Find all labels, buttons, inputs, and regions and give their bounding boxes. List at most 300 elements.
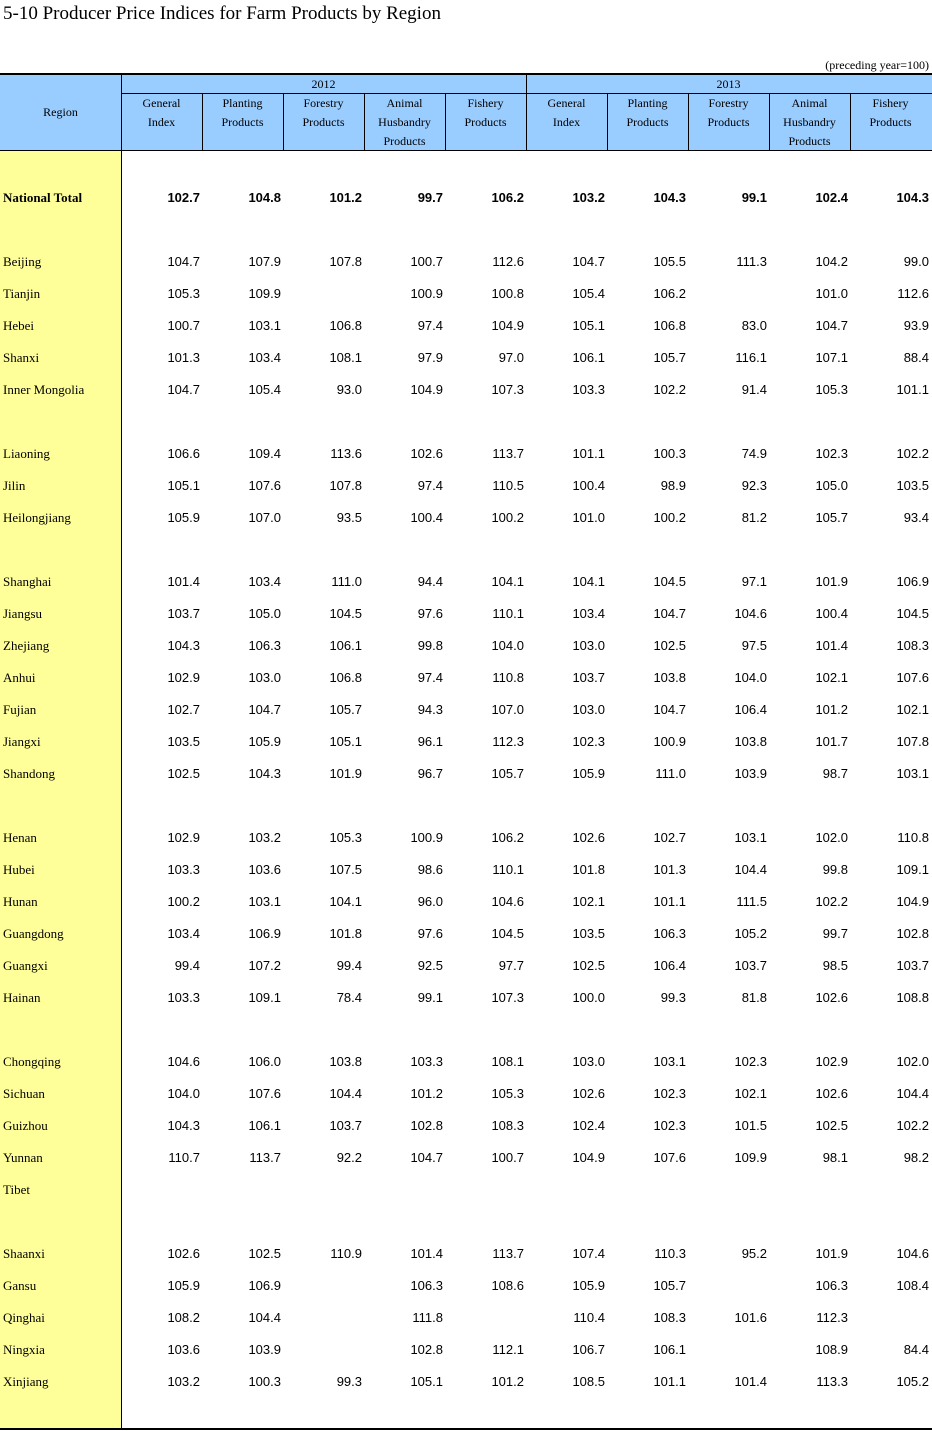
table-cell: 107.8 [896,734,929,749]
row-label: Hunan [3,894,38,909]
table-cell: 105.7 [491,766,524,781]
column-header-line: Products [626,115,669,129]
row-label: Anhui [3,670,36,685]
table-cell: 105.9 [167,1278,200,1293]
table-cell: 105.7 [653,350,686,365]
table-cell: 105.7 [329,702,362,717]
table-cell: 104.5 [329,606,362,621]
row-label: Yunnan [3,1150,43,1165]
table-cell: 110.4 [573,1310,605,1325]
table-cell: 92.5 [417,958,443,973]
table-cell: 108.3 [491,1118,524,1133]
table-cell: 99.4 [336,958,362,973]
table-cell: 112.3 [492,734,524,749]
table-cell: 101.0 [815,286,848,301]
table-cell: 108.2 [167,1310,200,1325]
table-cell: 88.4 [903,350,929,365]
row-label: National Total [3,190,83,205]
table-cell: 100.7 [410,254,443,269]
table-cell: 101.7 [815,734,848,749]
table-cell: 109.9 [734,1150,767,1165]
table-cell: 104.3 [653,190,686,205]
row-label: Hebei [3,318,35,333]
column-header-line: General [547,96,586,110]
table-cell: 108.1 [329,350,362,365]
table-cell: 97.4 [417,318,443,333]
table-cell: 102.6 [572,1086,605,1101]
table-cell: 84.4 [903,1342,929,1357]
table-cell: 112.6 [897,286,929,301]
table-cell: 110.5 [492,478,524,493]
table-cell: 100.9 [410,286,443,301]
table-cell: 106.4 [734,702,767,717]
table-cell: 96.7 [417,766,443,781]
table-cell: 105.5 [653,254,686,269]
table-cell: 113.7 [249,1150,281,1165]
table-cell: 97.0 [498,350,524,365]
table-cell: 100.9 [410,830,443,845]
table-cell: 104.7 [410,1150,443,1165]
table-cell: 103.7 [329,1118,362,1133]
table-cell: 103.8 [653,670,686,685]
table-cell: 100.4 [815,606,848,621]
table-cell: 102.5 [572,958,605,973]
table-cell: 104.7 [653,702,686,717]
row-label: Beijing [3,254,42,269]
table-cell: 98.6 [417,862,443,877]
table-cell: 107.3 [491,382,524,397]
table-cell: 108.4 [896,1278,929,1293]
table-cell: 107.2 [248,958,281,973]
table-cell: 113.3 [816,1374,848,1389]
table-cell: 101.2 [491,1374,524,1389]
table-cell: 102.7 [167,702,200,717]
table-cell: 92.2 [336,1150,362,1165]
table-cell: 104.9 [410,382,443,397]
table-cell: 93.5 [336,510,362,525]
row-label: Qinghai [3,1310,45,1325]
row-label: Henan [3,830,37,845]
table-cell: 105.7 [815,510,848,525]
table-cell: 102.6 [572,830,605,845]
table-cell: 102.3 [572,734,605,749]
table-cell: 99.7 [822,926,848,941]
column-header-line: Animal [386,96,423,110]
table-cell: 97.9 [417,350,443,365]
table-cell: 104.4 [248,1310,281,1325]
table-cell: 103.5 [167,734,200,749]
row-label: Fujian [3,702,37,717]
table-cell: 106.1 [653,1342,686,1357]
table-cell: 98.9 [660,478,686,493]
table-cell: 104.7 [572,254,605,269]
table-cell: 103.8 [734,734,767,749]
table-cell: 101.3 [167,350,200,365]
table-cell: 108.9 [815,1342,848,1357]
table-cell: 101.4 [734,1374,767,1389]
table-cell: 105.1 [572,318,605,333]
table-cell: 109.4 [248,446,281,461]
table-cell: 104.4 [896,1086,929,1101]
column-header [121,94,202,132]
table-cell: 98.5 [822,958,848,973]
table-cell: 107.4 [572,1246,605,1261]
column-header [283,94,364,132]
table-cell: 100.4 [572,478,605,493]
table-title: 5-10 Producer Price Indices for Farm Products by Region [3,3,441,24]
table-cell: 97.4 [417,478,443,493]
table-cell: 101.4 [167,574,200,589]
table-cell: 112.3 [816,1310,848,1325]
table-cell: 101.1 [653,894,686,909]
column-header-line: Husbandry [378,115,431,129]
table-cell: 103.0 [572,638,605,653]
table-cell: 105.0 [248,606,281,621]
region-header: Region [43,105,78,119]
table-cell: 104.9 [572,1150,605,1165]
column-header-line: Planting [222,96,263,110]
table-cell: 104.5 [896,606,929,621]
column-header-line: Index [552,115,581,129]
table-cell: 100.7 [167,318,200,333]
table-cell: 99.7 [417,190,443,205]
table-cell: 102.1 [734,1086,767,1101]
row-label: Tianjin [3,286,41,301]
table-cell: 103.4 [248,574,281,589]
table-cell: 112.6 [492,254,524,269]
table-cell: 104.7 [167,382,200,397]
table-cell: 109.1 [248,990,281,1005]
table-cell: 104.2 [815,254,848,269]
column-header-line: Fishery [467,96,504,110]
table-cell: 105.2 [734,926,767,941]
table-cell: 106.3 [248,638,281,653]
table-cell: 106.4 [653,958,686,973]
table-cell: 110.3 [654,1246,686,1261]
table-cell: 101.4 [815,638,848,653]
table-cell: 99.8 [822,862,848,877]
table-cell: 107.9 [248,254,281,269]
table-cell: 101.2 [410,1086,443,1101]
column-header [688,94,769,132]
table-cell: 104.3 [248,766,281,781]
row-label: Shanghai [3,574,52,589]
row-label: Guangdong [3,926,64,941]
table-cell: 94.4 [417,574,443,589]
region-divider [121,75,122,1428]
column-header [202,94,283,132]
table-cell: 103.1 [734,830,767,845]
table-cell: 102.1 [815,670,848,685]
column-header-line: Products [383,134,426,148]
table-cell: 105.9 [572,766,605,781]
table-cell: 108.6 [491,1278,524,1293]
table-cell: 99.3 [660,990,686,1005]
table-cell: 104.6 [896,1246,929,1261]
table-cell: 103.6 [248,862,281,877]
table-cell: 100.3 [653,446,686,461]
column-header [364,94,445,151]
table-cell: 106.9 [896,574,929,589]
row-label: Ningxia [3,1342,45,1357]
table-cell: 106.3 [410,1278,443,1293]
table-cell: 107.0 [248,510,281,525]
table-cell: 109.1 [896,862,929,877]
table-cell: 103.2 [572,190,605,205]
table-cell: 103.3 [167,990,200,1005]
table-cell: 102.7 [167,190,200,205]
table-cell: 106.2 [653,286,686,301]
table-cell: 110.1 [492,606,524,621]
table-cell: 104.6 [491,894,524,909]
table-cell: 107.6 [248,1086,281,1101]
column-header-line: General [142,96,181,110]
table-cell: 102.8 [410,1342,443,1357]
table-cell: 102.6 [167,1246,200,1261]
table-cell: 101.8 [329,926,362,941]
table-cell: 98.7 [822,766,848,781]
table-cell: 96.0 [417,894,443,909]
table-cell: 110.8 [897,830,929,845]
table-cell: 103.3 [410,1054,443,1069]
table-cell: 104.3 [167,638,200,653]
column-header-line: Products [464,115,507,129]
table-cell: 107.6 [248,478,281,493]
table-cell: 93.0 [336,382,362,397]
table-cell: 101.4 [410,1246,443,1261]
table-cell: 96.1 [417,734,443,749]
table-cell: 103.3 [572,382,605,397]
table-cell: 100.9 [653,734,686,749]
table-cell: 107.8 [329,254,362,269]
table-cell: 99.8 [417,638,443,653]
table-cell: 100.8 [491,286,524,301]
table-cell: 103.7 [734,958,767,973]
table-cell: 108.8 [896,990,929,1005]
table-cell: 102.2 [653,382,686,397]
table-cell: 106.9 [248,926,281,941]
table-cell: 104.0 [734,670,767,685]
table-cell: 103.9 [248,1342,281,1357]
table-cell: 101.6 [734,1310,767,1325]
table-cell: 106.8 [329,318,362,333]
table-cell: 108.3 [653,1310,686,1325]
column-header-line: Products [221,115,264,129]
table-cell: 101.0 [572,510,605,525]
table-cell: 108.5 [572,1374,605,1389]
table-cell: 103.6 [167,1342,200,1357]
table-cell: 102.3 [653,1086,686,1101]
row-label: Chongqing [3,1054,61,1069]
table-cell: 107.3 [491,990,524,1005]
row-label: Jiangxi [3,734,41,749]
table-cell: 103.1 [896,766,929,781]
table-cell: 102.2 [815,894,848,909]
table-cell: 101.3 [653,862,686,877]
table-cell: 81.2 [741,510,767,525]
table-cell: 102.9 [815,1054,848,1069]
table-cell: 102.2 [896,446,929,461]
table-cell: 104.9 [491,318,524,333]
table-cell: 95.2 [741,1246,767,1261]
row-label: Xinjiang [3,1374,49,1389]
table-cell: 106.0 [248,1054,281,1069]
table-cell: 103.1 [248,894,281,909]
table-cell: 113.7 [492,1246,524,1261]
table-cell: 103.3 [167,862,200,877]
table-cell: 110.7 [168,1150,200,1165]
table-cell: 99.1 [417,990,443,1005]
table-cell: 100.7 [491,1150,524,1165]
table-cell: 97.6 [417,606,443,621]
row-label: Shandong [3,766,55,781]
table-cell: 93.9 [903,318,929,333]
table-cell: 102.8 [896,926,929,941]
table-cell: 103.4 [572,606,605,621]
column-header-line: Forestry [708,96,749,110]
table-cell: 107.6 [653,1150,686,1165]
table-cell: 103.2 [167,1374,200,1389]
table-cell: 102.5 [167,766,200,781]
table-cell: 103.7 [167,606,200,621]
table-cell: 106.1 [248,1118,281,1133]
table-cell: 104.4 [329,1086,362,1101]
column-header-line: Products [788,134,831,148]
table-cell: 99.1 [741,190,767,205]
table-cell: 99.0 [903,254,929,269]
table-cell: 105.1 [167,478,200,493]
column-header [769,94,850,151]
table-cell: 91.4 [741,382,767,397]
table-cell: 100.2 [653,510,686,525]
table-cell: 101.2 [329,190,362,205]
table-cell: 107.0 [491,702,524,717]
column-header-line: Forestry [303,96,344,110]
table-cell: 107.8 [329,478,362,493]
table-cell: 99.4 [174,958,200,973]
table-cell: 104.0 [491,638,524,653]
table-cell: 112.1 [492,1342,524,1357]
column-header-line: Husbandry [783,115,836,129]
table-cell: 101.9 [329,766,362,781]
table-cell: 106.8 [653,318,686,333]
table-cell: 107.6 [896,670,929,685]
table-cell: 105.2 [896,1374,929,1389]
table-cell: 102.1 [896,702,929,717]
table-cell: 109.9 [248,286,281,301]
table-cell: 105.0 [815,478,848,493]
row-label: Gansu [3,1278,37,1293]
table-cell: 94.3 [417,702,443,717]
table-cell: 102.3 [815,446,848,461]
table-cell: 103.0 [248,670,281,685]
column-header-line: Products [707,115,750,129]
table-cell: 102.8 [410,1118,443,1133]
table-cell: 81.8 [741,990,767,1005]
table-cell: 102.6 [410,446,443,461]
column-header [445,94,526,132]
table-cell: 102.1 [572,894,605,909]
table-cell: 110.8 [492,670,524,685]
table-cell: 108.3 [896,638,929,653]
table-cell: 101.5 [734,1118,767,1133]
table-cell: 105.1 [329,734,362,749]
table-cell: 104.7 [167,254,200,269]
table-cell: 97.4 [417,670,443,685]
table-cell: 105.3 [167,286,200,301]
column-header-line: Planting [627,96,668,110]
table-cell: 103.5 [572,926,605,941]
table-cell: 102.7 [653,830,686,845]
column-header-line: Products [869,115,912,129]
table-cell: 102.0 [815,830,848,845]
table-cell: 103.7 [572,670,605,685]
table-cell: 104.6 [167,1054,200,1069]
table-cell: 102.3 [653,1118,686,1133]
table-cell: 99.3 [336,1374,362,1389]
table-cell: 100.0 [572,990,605,1005]
table-cell: 93.4 [903,510,929,525]
table-cell: 104.9 [896,894,929,909]
table-cell: 111.0 [331,574,362,589]
table-cell: 104.5 [653,574,686,589]
table-cell: 103.9 [734,766,767,781]
table-cell: 106.2 [491,830,524,845]
table-cell: 105.9 [167,510,200,525]
table-cell: 83.0 [741,318,767,333]
row-label: Liaoning [3,446,50,461]
table-cell: 98.1 [822,1150,848,1165]
table-cell: 97.7 [498,958,524,973]
table-cell: 103.4 [167,926,200,941]
table-cell: 104.7 [653,606,686,621]
table-cell: 101.8 [572,862,605,877]
region-column-background [0,151,121,1428]
column-header-line: Animal [791,96,828,110]
table-cell: 108.1 [491,1054,524,1069]
table-cell: 102.2 [896,1118,929,1133]
table-cell: 103.1 [248,318,281,333]
table-cell: 116.1 [735,350,767,365]
table-cell: 100.2 [167,894,200,909]
table-cell: 105.9 [248,734,281,749]
table-cell: 97.6 [417,926,443,941]
row-label: Hubei [3,862,35,877]
table-cell: 111.0 [655,766,686,781]
row-label: Shaanxi [3,1246,45,1261]
year-header-2013: 2013 [716,77,741,91]
column-header [526,94,607,132]
table-cell: 105.3 [491,1086,524,1101]
table-cell: 104.0 [167,1086,200,1101]
table-cell: 100.2 [491,510,524,525]
table-cell: 102.9 [167,830,200,845]
row-label: Heilongjiang [3,510,71,525]
table-cell: 101.9 [815,1246,848,1261]
unit-note: (preceding year=100) [825,58,929,72]
column-header-line: Index [147,115,176,129]
table-cell: 74.9 [741,446,767,461]
table-cell: 103.4 [248,350,281,365]
table-cell: 107.5 [329,862,362,877]
table-cell: 104.1 [572,574,605,589]
column-header-line: Fishery [872,96,909,110]
row-label: Zhejiang [3,638,50,653]
table-cell: 101.1 [572,446,605,461]
table-cell: 103.7 [896,958,929,973]
column-header [850,94,931,132]
table-cell: 111.3 [736,254,767,269]
